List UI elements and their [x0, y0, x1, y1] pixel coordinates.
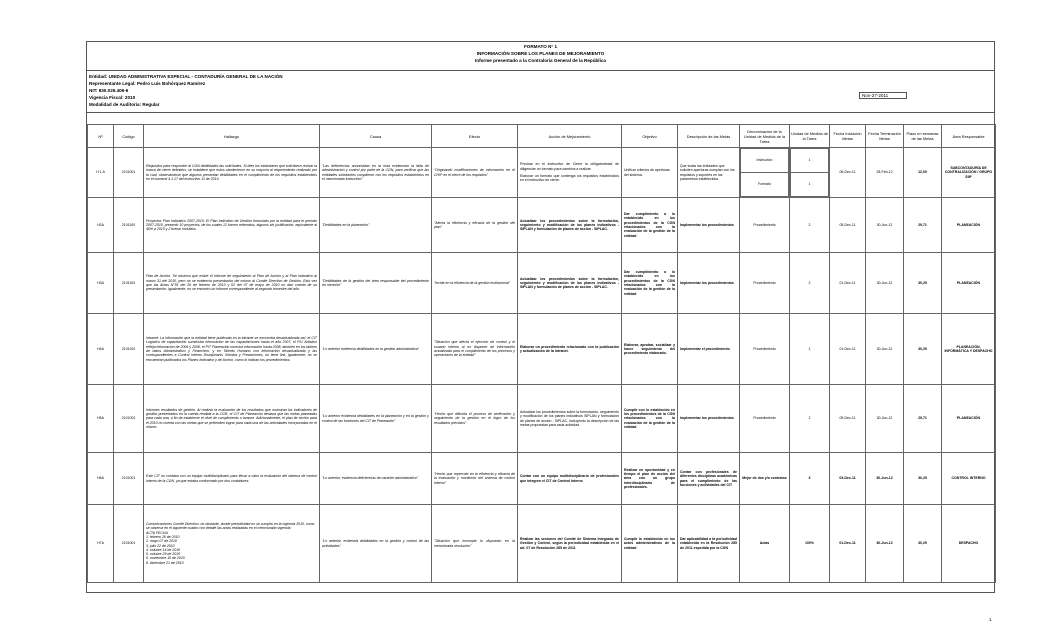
table-row — [88, 314, 996, 385]
entity-line: Entidad: UNIDAD ADMINISTRATIVA ESPECIAL - CONTADURÍA GENERAL DE LA NACIÓN — [89, 74, 283, 79]
table-header-row — [88, 125, 996, 148]
finding-code: 2101100 — [114, 314, 144, 385]
column-header: Área Responsable — [942, 125, 996, 148]
fiscal-line: Vigencia Fiscal: 2010 — [89, 95, 136, 100]
finding-list-item: 6. noviembre 10 de 2010 — [146, 556, 185, 561]
divider — [87, 112, 994, 113]
unit-value: 1 — [791, 173, 829, 197]
objective-text: Cumplir lo establecido en los actos administrativos de la entidad — [622, 505, 678, 583]
weeks-value: 30,29 — [904, 505, 942, 583]
weeks-value: 30,29 — [904, 314, 942, 385]
finding-number: H7A — [88, 505, 114, 583]
action-item: Elaborar un formato que contenga los requisitos establecidos en el instructivo de cierre. — [520, 174, 619, 183]
table-row — [88, 148, 996, 198]
improvement-action: Actualizar los procedimientos sobre la formulación, seguimiento y modificación de los planes indicativos - SIPLAN y formulación de planes de acción - SIPLAC. — [518, 253, 622, 314]
finding-list-item: 4. octubre 14 de 2010 — [146, 547, 181, 552]
unit-value-cell — [790, 148, 830, 198]
column-header: Fecha Terminación Metas — [866, 125, 904, 148]
format-number: FORMATO N° 1 — [523, 44, 558, 49]
unit-name: Procedimiento — [740, 314, 790, 385]
responsible-area: PLANEACIÓN — [942, 198, 996, 253]
end-date: 30-Jun-12 — [866, 314, 904, 385]
improvement-action: Elaborar un procedimiento relacionado con la publicación y actualización de la intranet. — [518, 314, 622, 385]
finding-code: 2101001 — [114, 453, 144, 505]
start-date: 01-Dec-11 — [830, 314, 866, 385]
table-row — [88, 505, 996, 583]
start-date: 03-Dec-11 — [830, 453, 866, 505]
goal-description: Implementar los procedimientos — [678, 198, 740, 253]
column-header: Hallazgo — [144, 125, 320, 148]
cause-text: "Debilidades en la planeación" — [320, 198, 432, 253]
finding-text — [144, 505, 320, 583]
responsible-area: SUBCONTADURÍA DE CONTRALIZACIÓN / GRUPO SIIF — [942, 148, 996, 198]
unit-name: Actas — [740, 505, 790, 583]
effect-text: "Situación que incumple lo dispuesto en la mencionada resolución" — [432, 505, 518, 583]
improvement-action: Contar con un equipo multidisciplinario de profesionales que integren el CIT de Control Interno — [518, 453, 622, 505]
unit-value: 1 — [791, 149, 829, 173]
weeks-value: 29,71 — [904, 385, 942, 453]
cause-text: "Lo anterior, evidencia deficiencias de carácter administrativo" — [320, 453, 432, 505]
cause-text: "Lo anterior evidencia debilidades en la planeación y en la gestión y control de las funciones del CIT de Planeación" — [320, 385, 432, 453]
unit-value: 2 — [790, 198, 830, 253]
unit-name-cell — [740, 148, 790, 198]
responsible-area: PLANEACIÓN — [942, 253, 996, 314]
finding-text: Informes resultados de gestión. Al realizar la evaluación de los resultados que muestran los indicadores de gestión presentados en la cuenta rendida a la CGR, el CIT de Planeación destaca que las metas planeadas para cada una, a fin de establecer el nivel de cumplimiento o avance. Adicionalmente, el plan de acción para el 2010 no cuenta con las metas que se pretenden lograr para cada una de las actividades incorporadas en el mismo. — [144, 385, 320, 453]
column-header: Código — [114, 125, 144, 148]
end-date: 30-Jun-12 — [866, 505, 904, 583]
cause-text: "Debilidades de la gestión del área responsable del procedimiento en mención" — [320, 253, 432, 314]
weeks-value: 30,29 — [904, 453, 942, 505]
column-header: Efecto — [432, 125, 518, 148]
weeks-value: 12,00 — [904, 148, 942, 198]
unit-value: 2 — [790, 253, 830, 314]
finding-intro: Comunicaciones Comité Directivo: no obstante, donde periodicidad no se cumplió en la vigencia 2010, como se observa en el siguiente cuadro con detalle las actas realizadas en el mencionado vigencia: — [146, 522, 315, 531]
end-date: 28-Feb-12 — [866, 148, 904, 198]
cause-text: "Lo anterior evidencia debilidades en la gestión administrativa" — [320, 314, 432, 385]
column-header: Causa — [320, 125, 432, 148]
document-subtitle: Informe presentado a la Contraloría General de la República — [475, 58, 606, 63]
unit-name: Formato — [741, 173, 789, 197]
action-item: Precisar en el instructivo de Cierre la obligatoriedad de diligenciar un formato para cambios a realizar — [520, 162, 619, 171]
table-row — [88, 453, 996, 505]
column-header: Denominación de la Unidad de Medida de la Tarea — [740, 125, 790, 148]
finding-number: H5A — [88, 385, 114, 453]
column-header: Unidad de Medida de la Tarea — [790, 125, 830, 148]
finding-number: H4A — [88, 314, 114, 385]
improvement-action: Realizar las sesiones del Comité de Sistema Integrado de Gestión y Control, según la periodicidad establecida en el art. 07 de Resolución 285 de 2011 — [518, 505, 622, 583]
goal-description: Que todas las entidades que soliciten aperturas cumplan con los requisitos y soportes en los parámetros establecidos. — [678, 148, 740, 198]
finding-list-item: ACTA FECHA — [146, 530, 168, 535]
effect-text: "Hecho que repercute en la eficiencia y eficacia de la evaluación y monitoreo del sistema de control interno" — [432, 453, 518, 505]
finding-code: 2101001 — [114, 505, 144, 583]
column-header: Objetivo — [622, 125, 678, 148]
unit-name: Procedimiento — [740, 385, 790, 453]
objective-text: Elaborar, aprobar, socializar y hacer seguimiento del procedimiento elaborado. — [622, 314, 678, 385]
finding-text: Proyectos Plan Indicativo 2007-2010: El Plan Indicativo de Gestión formulado por la entidad para el período 2007-2010, presentó 10 proyectos, de los cuales 12 fueron reiterados, algunos sin justificación, equivalente al 40% a 2010 y 2 fueron incluidos. — [144, 198, 320, 253]
unit-value: 1 — [790, 314, 830, 385]
finding-number: H6A — [88, 453, 114, 505]
finding-list-item: 1. febrero 26 de 2010 — [146, 534, 180, 539]
page-number: 1 — [989, 617, 992, 622]
table-row — [88, 198, 996, 253]
start-date: 01-Dec-11 — [830, 505, 866, 583]
effect-text: "Situación que afecta el ejercicio de control y el usuario interno al no disponer de información actualizada para el cumplimiento de los procesos y operaciones de la entidad" — [432, 314, 518, 385]
finding-code: 2101001 — [114, 148, 144, 198]
goal-description: Implementar el procedimiento — [678, 314, 740, 385]
legal-rep-line: Representante Legal: Pedro Luis Bohórquez Ramírez — [89, 81, 206, 86]
start-date: 01-Dec-11 — [830, 253, 866, 314]
effect-text: "Hecho que dificulta el proceso de verificación y seguimiento de la gestión en el logro de los resultados previstos" — [432, 385, 518, 453]
responsible-area: PLANEACIÓN, INFORMÁTICA Y DESPACHO — [942, 314, 996, 385]
improvement-plan-table — [87, 124, 996, 583]
finding-text: Requisitos para responder al CGN debilidades las solicitudes. Si bien los estándares que solicitaron revisar la marca de cierre definidos, se establece que estos obedecieron en su mayoría al requerimiento realizado por la cual, observándose que algunos presentan debilidades en el cumplimiento de los requisitos establecidos en el numeral 4.1.17 del instructivo 11 de 2010. — [144, 148, 320, 198]
improvement-action: Actualizar los procedimientos sobre la formulación, seguimiento y modificación de los planes indicativos SIPLAN y formulación de planes de acción - SIPLAC, incluyendo la descripción de las metas propuestas para cada actividad. — [518, 385, 622, 453]
audit-line: Modalidad de Auditoría: Regular — [89, 102, 160, 107]
start-date: 05-Dec-11 — [830, 385, 866, 453]
finding-list-item: 8. diciembre 21 de 2010 — [146, 560, 184, 565]
objective-text: Cumplir con lo establecido en los procedimientos de la CGN relacionados con la evaluación de la gestión de la entidad — [622, 385, 678, 453]
objective-text: Realizar en oportunidad y en tiempo el plan de acción del área con un grupo interdisciplinario de profesionales. — [622, 453, 678, 505]
improvement-action: Actualizar los procedimientos sobre la formulación, seguimiento y modificación de los planes indicativos - SIPLAN y formulación de planes de acción - SIPLAC. — [518, 198, 622, 253]
nit-line: NIT: 830.025.406-6 — [89, 88, 129, 93]
column-header: Fecha Iniciación Metas — [830, 125, 866, 148]
end-date: 30-Jun-12 — [866, 385, 904, 453]
finding-number: H 1 A — [88, 148, 114, 198]
weeks-value: 30,29 — [904, 253, 942, 314]
goal-description: Dar aplicabilidad a la periodicidad establecida en la Resolución 285 de 2011 expedida por la CGN — [678, 505, 740, 583]
finding-code: 2101100 — [114, 198, 144, 253]
effect-text: "Afecta la eficiencia y eficacia de la gestión del plan" — [432, 198, 518, 253]
start-date: 06-Dec-11 — [830, 148, 866, 198]
table-row — [88, 385, 996, 453]
table-row — [88, 253, 996, 314]
cause-text: "Las deficiencias anunciadas en la nota evidencian la falta de administración y control por parte de la CGN, para verificar que las entidades solicitantes cumplieron con los requisitos establecidos en el mencionado instructivo" — [320, 148, 432, 198]
goal-description: Implementar los procedimientos — [678, 385, 740, 453]
responsible-area: PLANEACIÓN — [942, 385, 996, 453]
finding-text: Intranet: La información que la entidad tiene publicada en la intranet se encuentra desactualizada así: el CIT Logístico de capacitación suministra información de las capacitaciones hasta el año 2007, el PIC Artístico refleja información de 2006 y 2008, el PIT Planeación muestra información hasta 2008; también en los tablero de datos Administrativo y Financiero, y en Talento Humano con información desactualizada y las correspondientes a Control Interno Disciplinario, Nómina y Prestaciones, no tiene link, igualmente, no se encuentran publicados los Planes Indicativo y de Acción, como lo indican los procedimientos. — [144, 314, 320, 385]
weeks-value: 29,71 — [904, 198, 942, 253]
column-header: Acción de Mejoramiento — [518, 125, 622, 148]
objective-text: Unificar criterios de aperturas del sistema. — [622, 148, 678, 198]
column-header: Nº — [88, 125, 114, 148]
finding-text: Plan de Acción. Se observa que existe el informe de seguimiento al Plan de Acción y al Plan Indicativo al marzo 31 del 2010, pero no se evidencia presentación del mismo al Comité Directivo de Gestión. Esto vez que las Actas N°01 del 26 de febrero de 2010 y 02 del 07 de mayo de 2010 no dan cuenta de su presentación. Igualmente, no se encontró un informe correspondiente al segundo trimestre del año. — [144, 253, 320, 314]
unit-value: 2 — [790, 385, 830, 453]
responsible-area: DESPACHO — [942, 505, 996, 583]
end-date: 30-Jun-12 — [866, 453, 904, 505]
column-header: Plazo en semanas de las Metas — [904, 125, 942, 148]
unit-value: 100% — [790, 505, 830, 583]
end-date: 30-Jun-12 — [866, 253, 904, 314]
finding-list-item: 3. julio 22 de 2010 — [146, 543, 175, 548]
objective-text: Dar cumplimiento a lo establecido en los procedimientos de la CGN relacionados con la evaluación de la gestión de la entidad — [622, 253, 678, 314]
document-title: INFORMACIÓN SOBRE LOS PLANES DE MEJORAMIENTO — [476, 51, 605, 56]
unit-name: Procedimiento — [740, 198, 790, 253]
unit-name: Mejor de dos y/o contratos — [740, 453, 790, 505]
finding-list-item: 5. octubre 29 de 2010 — [146, 552, 181, 557]
objective-text: Dar cumplimiento a lo establecido en los procedimientos de la CGN relacionados con la evaluación de la gestión de la entidad — [622, 198, 678, 253]
unit-name: Procedimiento — [740, 253, 790, 314]
responsible-area: CONTROL INTERNO — [942, 453, 996, 505]
finding-code: 2101002 — [114, 385, 144, 453]
effect-text: "Originando modificaciones de información en el CHIP en el cierre de los requisitos" — [432, 148, 518, 198]
improvement-action — [518, 148, 622, 198]
cause-text: "Lo anterior, evidencia debilidades en la gestión y control de las actividades" — [320, 505, 432, 583]
divider — [87, 70, 994, 71]
finding-code: 2101100 — [114, 253, 144, 314]
unit-name: Instructivo — [741, 149, 789, 173]
finding-number: H3A — [88, 253, 114, 314]
end-date: 30-Jun-12 — [866, 198, 904, 253]
finding-number: H2A — [88, 198, 114, 253]
goal-description: Contar con profesionales de diferentes disciplinas académicas para el cumplimiento de las funciones y actividades del CIT — [678, 453, 740, 505]
report-date: Nov-27-2011 — [859, 92, 907, 99]
start-date: 05-Dec-11 — [830, 198, 866, 253]
unit-value: 3 — [790, 453, 830, 505]
finding-list-item: 2. mayo 07 de 2010 — [146, 539, 177, 544]
finding-text: Este CIT no contaba con un equipo multidisciplinario para llevar a cabo la evaluación del sistema de control interno de la CGN, ya que estaba conformado por dos contadores. — [144, 453, 320, 505]
effect-text: "Incide en la eficiencia de la gestión institucional" — [432, 253, 518, 314]
column-header: Descripción de las Metas — [678, 125, 740, 148]
document-sheet — [86, 41, 995, 593]
goal-description: Implementar los procedimientos — [678, 253, 740, 314]
